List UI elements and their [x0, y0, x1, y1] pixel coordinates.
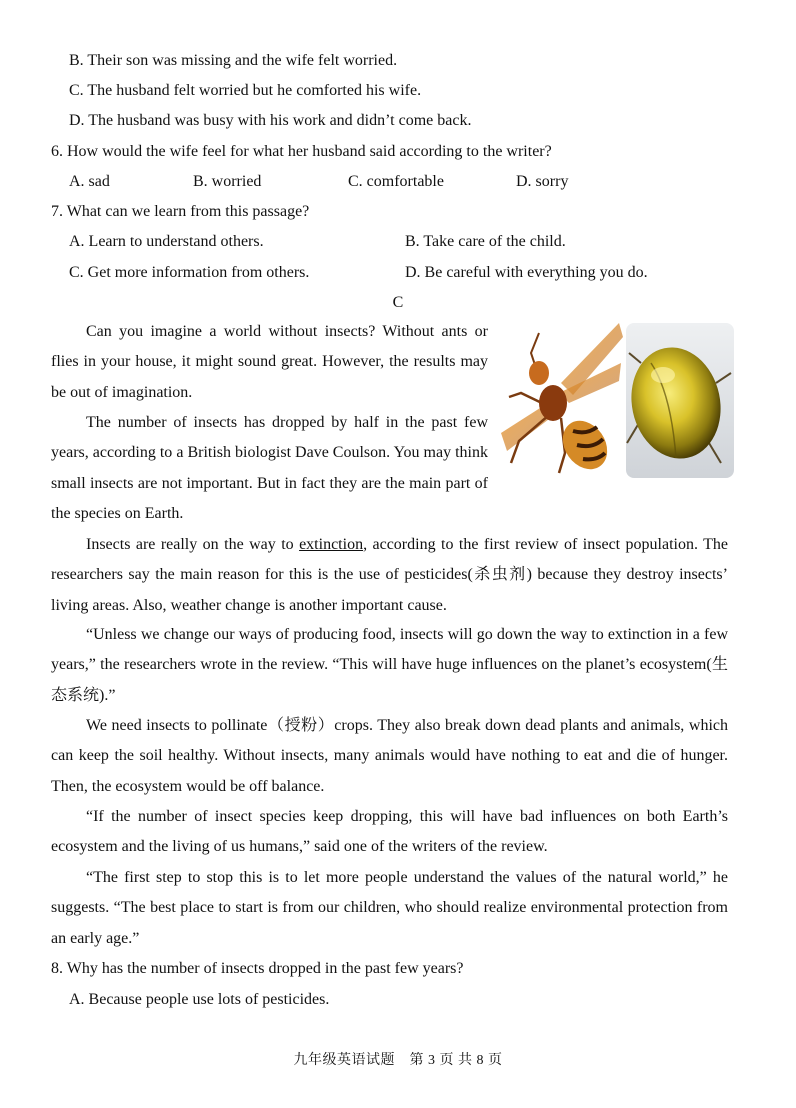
- q6-option-a: A. sad: [69, 173, 110, 190]
- paragraph-3-rest: , according to the first review of insect population. The researchers say the main reason for this is the use of pesticides(杀虫剂) because they destroy insects’ living areas. Also, weather change is another important cause.: [51, 536, 729, 614]
- passage-paragraph-1: Can you imagine a world without insects? Without ants or flies in your house, it might sound great. However, the results may be out of imagination.: [51, 323, 488, 401]
- q7-option-b: B. Take care of the child.: [405, 233, 566, 250]
- q7-option-d: D. Be careful with everything you do.: [405, 264, 648, 281]
- passage-paragraph-2: The number of insects has dropped by half in the past few years, according to a British biologist Dave Coulson. You may think small insects are not important. But in fact they are the main part of the species on Earth.: [51, 414, 488, 522]
- passage-paragraph-5: We need insects to pollinate（授粉）crops. They also break down dead plants and animals, which can keep the soil healthy. Without insects, many animals would have nothing to eat and die of hunger. Then, the ecosystem would be off balance.: [51, 717, 728, 795]
- q5-option-c: C. The husband felt worried but he comforted his wife.: [69, 82, 422, 99]
- q7-question: 7. What can we learn from this passage?: [51, 203, 310, 220]
- q7-option-c: C. Get more information from others.: [69, 264, 310, 281]
- q5-option-d: D. The husband was busy with his work and didn’t come back.: [69, 112, 472, 129]
- q6-option-c: C. comfortable: [348, 173, 444, 190]
- q5-option-b: B. Their son was missing and the wife felt worried.: [69, 52, 398, 69]
- page-footer: 九年级英语试题 第 3 页 共 8 页: [293, 1053, 503, 1068]
- insect-photo: [501, 323, 734, 478]
- q8-question: 8. Why has the number of insects dropped in the past few years?: [51, 960, 464, 977]
- q6-option-d: D. sorry: [516, 173, 569, 190]
- passage-paragraph-7: “The first step to stop this is to let more people understand the values of the natural world,” he suggests. “The best place to start is from our children, who should realize environmental protection from an early age.”: [51, 869, 728, 947]
- passage-paragraph-6: “If the number of insect species keep dropping, this will have bad influences on both Earth’s ecosystem and the living of us humans,” said one of the writers of the review.: [51, 808, 728, 856]
- q7-option-a: A. Learn to understand others.: [69, 233, 264, 250]
- passage-paragraph-3: [51, 530, 728, 621]
- q6-question: 6. How would the wife feel for what her husband said according to the writer?: [51, 143, 552, 160]
- underlined-word-extinction: extinction: [299, 536, 364, 553]
- passage-paragraph-4: “Unless we change our ways of producing food, insects will go down the way to extinction in a few years,” the researchers wrote in the review. “This will have huge influences on the planet’s ecosystem(生态系统).”: [51, 626, 728, 704]
- paragraph-3-start: Insects are really on the way to: [86, 536, 300, 553]
- section-heading: C: [392, 294, 404, 311]
- q8-option-a: A. Because people use lots of pesticides.: [69, 991, 330, 1008]
- q6-option-b: B. worried: [193, 173, 262, 190]
